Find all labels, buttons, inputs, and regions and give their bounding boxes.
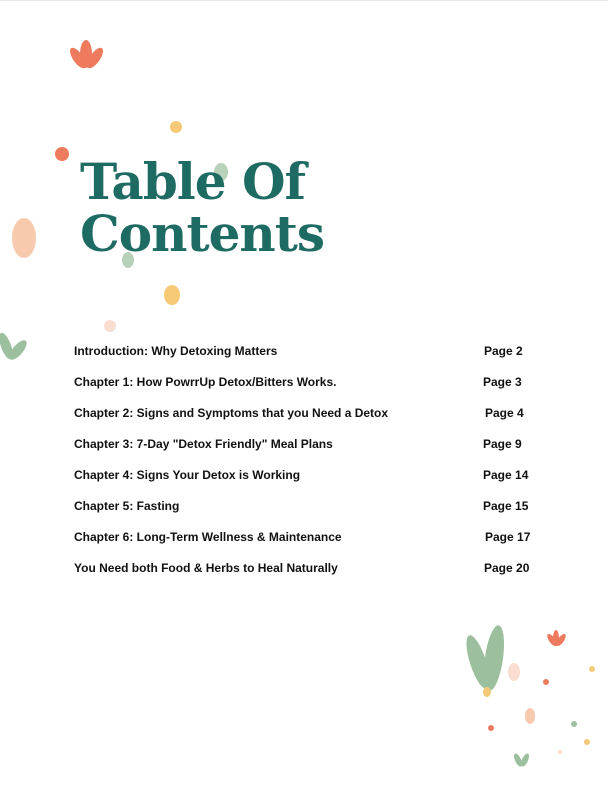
toc-entry-label: Chapter 4: Signs Your Detox is Working xyxy=(74,468,301,482)
toc-entry-page: Page 9 xyxy=(483,437,522,451)
toc-entry-introduction[interactable] xyxy=(74,336,544,367)
toc-entry-label: Chapter 2: Signs and Symptoms that you Need a Detox xyxy=(74,406,389,420)
sage-leaf-icon xyxy=(0,331,30,362)
toc-entry-chapter-6[interactable] xyxy=(74,522,544,553)
peach-dot-icon xyxy=(558,750,562,754)
yellow-blob-icon xyxy=(164,285,180,305)
toc-entry-label: Introduction: Why Detoxing Matters xyxy=(74,344,278,358)
yellow-blob-icon xyxy=(483,687,491,697)
toc-entry-chapter-3[interactable] xyxy=(74,429,544,460)
yellow-dot-icon xyxy=(584,739,590,745)
peach-blob-icon xyxy=(508,663,520,681)
coral-dot-icon xyxy=(543,679,549,685)
toc-entry-page: Page 17 xyxy=(485,530,531,544)
toc-entry-page: Page 4 xyxy=(485,406,524,420)
page-title xyxy=(80,152,325,263)
peach-dot-icon xyxy=(104,320,116,332)
toc-entry-label: Chapter 6: Long-Term Wellness & Maintenance xyxy=(74,530,342,544)
coral-leaf-icon xyxy=(67,40,106,71)
peach-blob-icon xyxy=(525,708,535,724)
toc-entry-chapter-2[interactable] xyxy=(74,398,544,429)
toc-entry-label: Chapter 1: How PowrrUp Detox/Bitters Works. xyxy=(74,375,337,389)
sage-leaf-icon xyxy=(462,624,508,692)
toc-entry-closing[interactable] xyxy=(74,553,544,584)
toc-entry-page: Page 20 xyxy=(484,561,530,575)
title-line-1: Table Of xyxy=(80,152,306,211)
toc-entry-label: Chapter 5: Fasting xyxy=(74,499,180,513)
coral-leaf-icon xyxy=(546,630,568,647)
toc-entry-page: Page 14 xyxy=(483,468,529,482)
sage-leaf-icon xyxy=(512,752,530,767)
table-of-contents xyxy=(74,336,544,584)
sage-dot-icon xyxy=(571,721,577,727)
toc-entry-page: Page 15 xyxy=(483,499,529,513)
toc-entry-chapter-4[interactable] xyxy=(74,460,544,491)
yellow-dot-icon xyxy=(170,121,182,133)
coral-dot-icon xyxy=(488,725,494,731)
title-line-2: Contents xyxy=(80,204,325,263)
yellow-dot-icon xyxy=(589,666,595,672)
toc-entry-chapter-5[interactable] xyxy=(74,491,544,522)
toc-entry-chapter-1[interactable] xyxy=(74,367,544,398)
peach-blob-icon xyxy=(12,218,36,258)
toc-entry-page: Page 3 xyxy=(483,375,522,389)
toc-entry-label: Chapter 3: 7-Day "Detox Friendly" Meal Plans xyxy=(74,437,333,451)
coral-dot-icon xyxy=(55,147,69,161)
toc-entry-page: Page 2 xyxy=(484,344,523,358)
toc-entry-label: You Need both Food & Herbs to Heal Naturally xyxy=(74,561,338,575)
